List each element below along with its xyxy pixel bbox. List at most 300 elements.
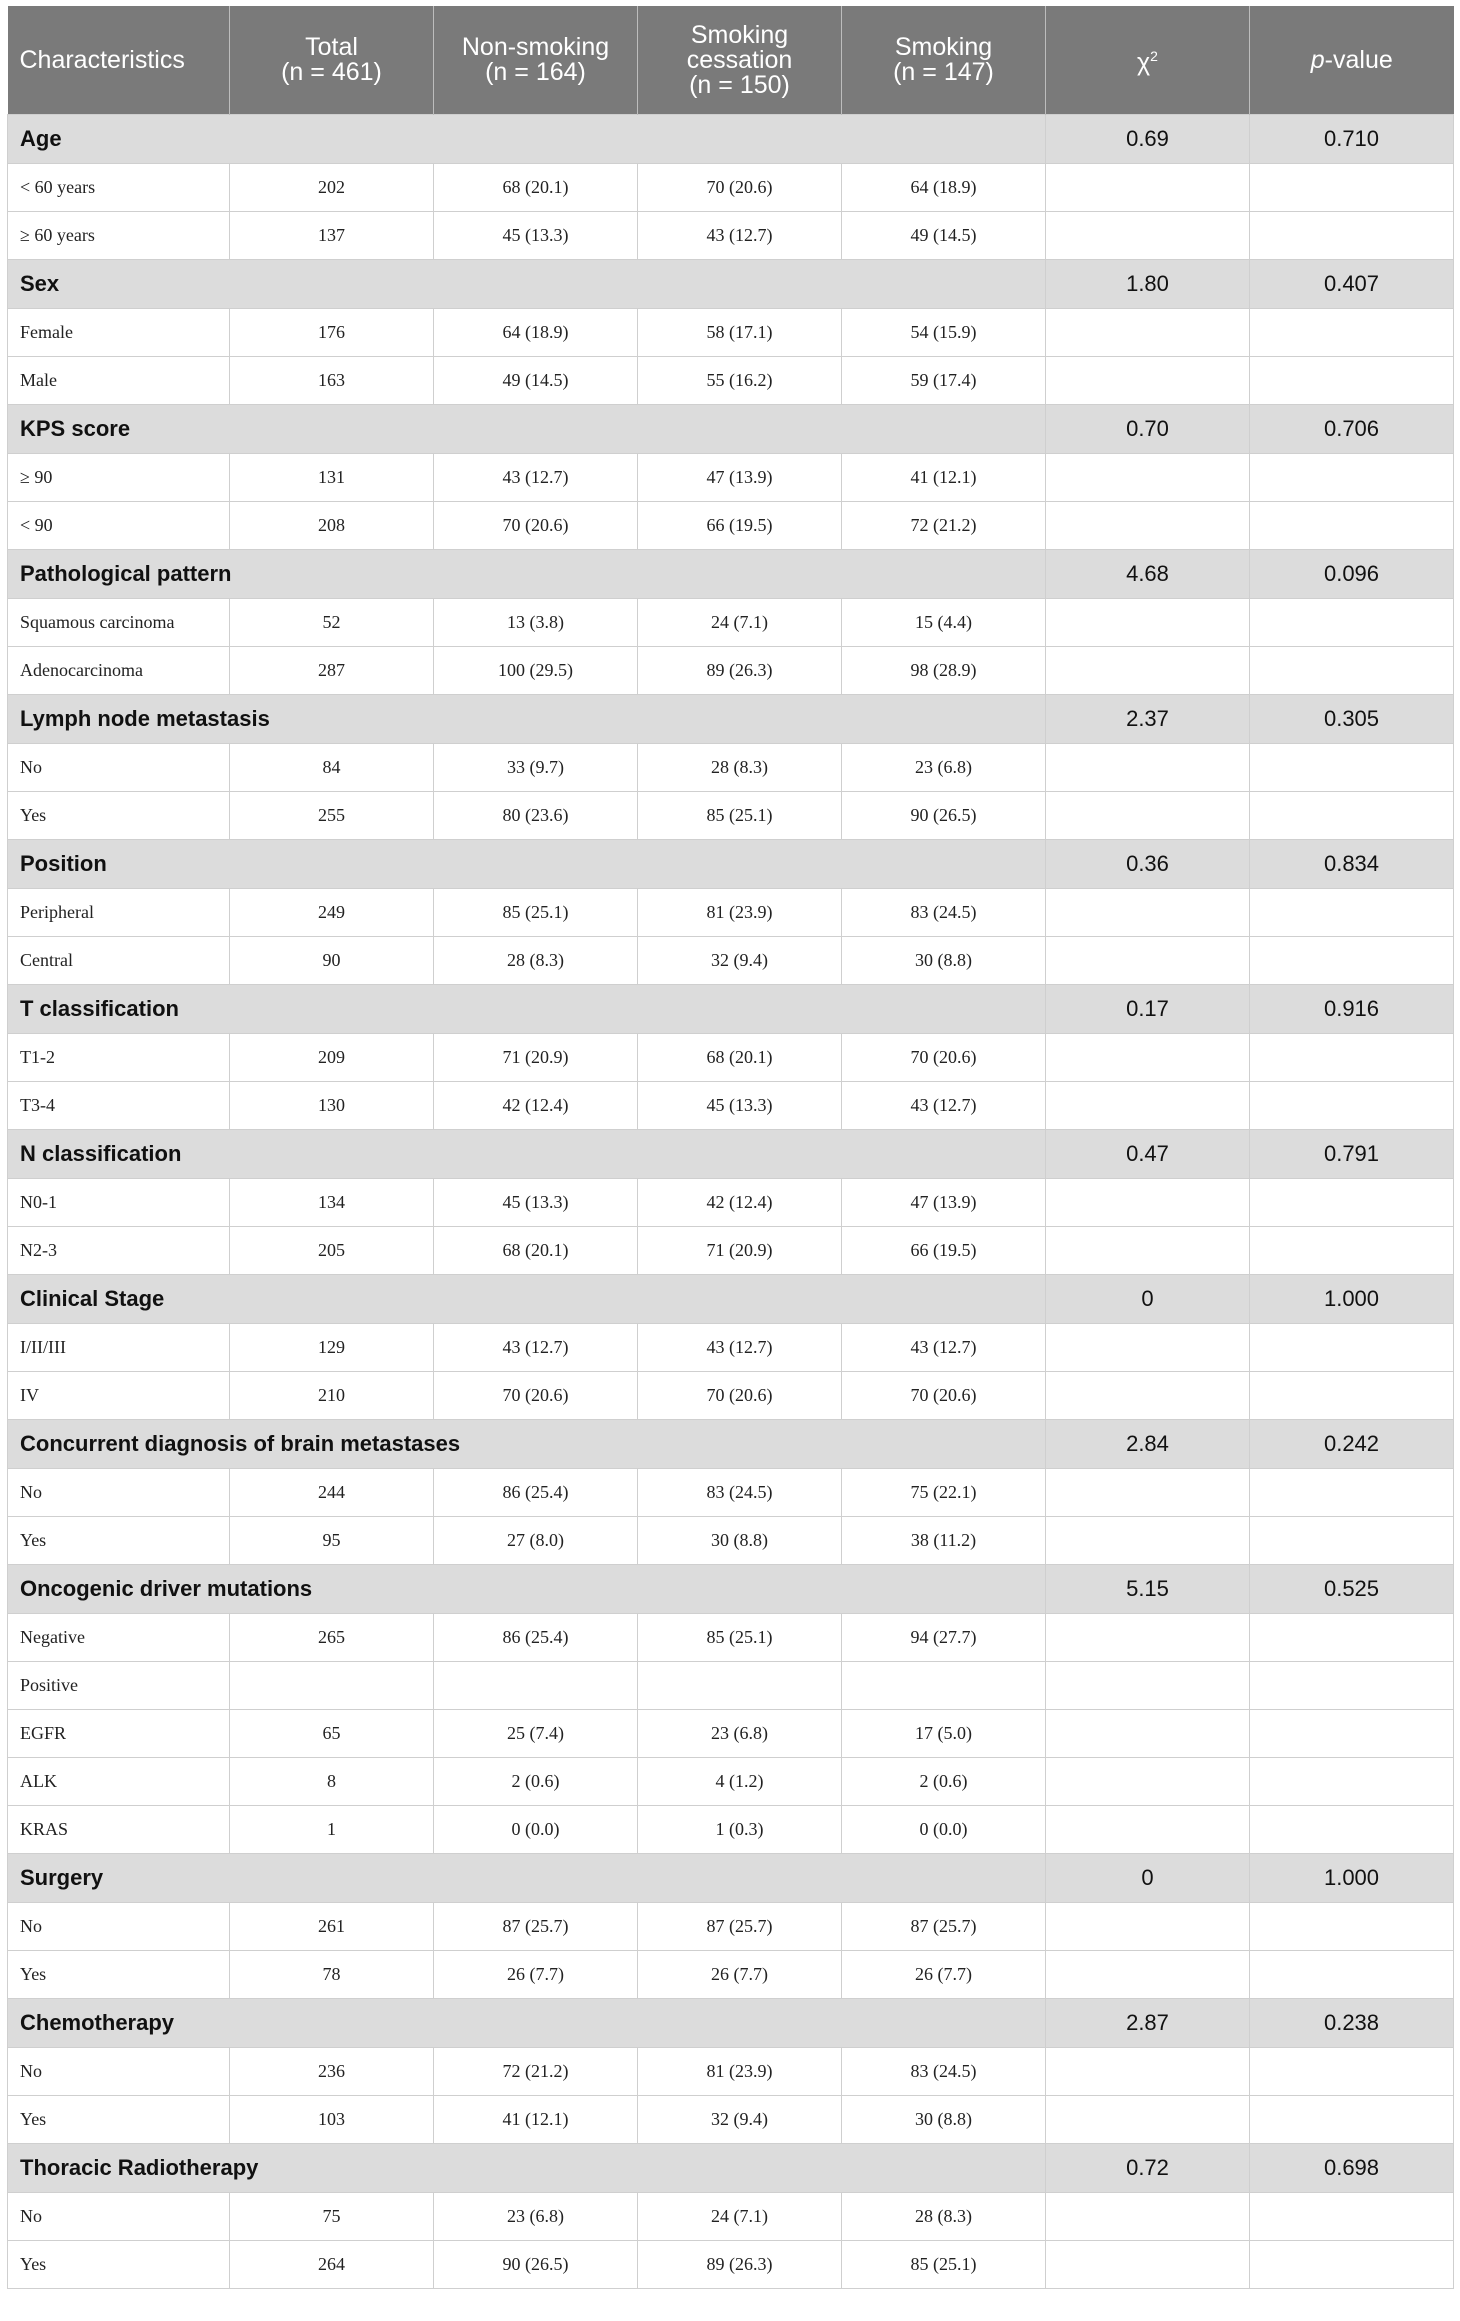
cell-p-value-empty <box>1250 1710 1454 1758</box>
table-row <box>8 1662 1454 1710</box>
cell-smoking: 43 (12.7) <box>842 1082 1046 1130</box>
cell-p-value-empty <box>1250 1951 1454 1999</box>
cell-smoking-cessation: 28 (8.3) <box>638 744 842 792</box>
group-label: Surgery <box>8 1854 1046 1903</box>
cell-chi-square-empty <box>1046 792 1250 840</box>
cell-chi-square-empty <box>1046 1324 1250 1372</box>
cell-chi-square-empty <box>1046 357 1250 405</box>
cell-non-smoking: 64 (18.9) <box>434 309 638 357</box>
cell-non-smoking: 27 (8.0) <box>434 1517 638 1565</box>
cell-smoking: 83 (24.5) <box>842 889 1046 937</box>
cell-non-smoking: 90 (26.5) <box>434 2241 638 2289</box>
cell-p-value-empty <box>1250 357 1454 405</box>
cell-non-smoking: 25 (7.4) <box>434 1710 638 1758</box>
row-label: Positive <box>8 1662 230 1710</box>
row-label: Adenocarcinoma <box>8 647 230 695</box>
table-row <box>8 599 1454 647</box>
cell-smoking-cessation: 30 (8.8) <box>638 1517 842 1565</box>
cell-p-value-empty <box>1250 309 1454 357</box>
cell-non-smoking: 2 (0.6) <box>434 1758 638 1806</box>
cell-p-value-empty <box>1250 2096 1454 2144</box>
cell-chi-square-empty <box>1046 164 1250 212</box>
cell-total: 84 <box>230 744 434 792</box>
row-label: Squamous carcinoma <box>8 599 230 647</box>
cell-chi-square-empty <box>1046 937 1250 985</box>
group-p-value: 0.916 <box>1250 985 1454 1034</box>
cell-non-smoking: 45 (13.3) <box>434 212 638 260</box>
table-row <box>8 744 1454 792</box>
table-row <box>8 1179 1454 1227</box>
row-label: Peripheral <box>8 889 230 937</box>
table-row <box>8 889 1454 937</box>
header-chi-square: $\chi^2$ <box>1046 6 1250 115</box>
cell-p-value-empty <box>1250 1034 1454 1082</box>
cell-non-smoking: 86 (25.4) <box>434 1614 638 1662</box>
group-chi-square: 0.36 <box>1046 840 1250 889</box>
cell-non-smoking: 72 (21.2) <box>434 2048 638 2096</box>
cell-total: 131 <box>230 454 434 502</box>
group-label: Thoracic Radiotherapy <box>8 2144 1046 2193</box>
cell-non-smoking: 85 (25.1) <box>434 889 638 937</box>
cell-smoking: 98 (28.9) <box>842 647 1046 695</box>
table-row <box>8 1372 1454 1420</box>
cell-smoking-cessation: 24 (7.1) <box>638 599 842 647</box>
group-chi-square: 1.80 <box>1046 260 1250 309</box>
cell-chi-square-empty <box>1046 1662 1250 1710</box>
table-row <box>8 1806 1454 1854</box>
cell-smoking-cessation: 23 (6.8) <box>638 1710 842 1758</box>
cell-smoking: 30 (8.8) <box>842 2096 1046 2144</box>
cell-smoking-cessation: 83 (24.5) <box>638 1469 842 1517</box>
row-label: Yes <box>8 1951 230 1999</box>
cell-chi-square-empty <box>1046 744 1250 792</box>
cell-smoking: 2 (0.6) <box>842 1758 1046 1806</box>
group-header-row <box>8 695 1454 744</box>
group-header-row <box>8 2144 1454 2193</box>
cell-smoking: 70 (20.6) <box>842 1034 1046 1082</box>
group-label: Lymph node metastasis <box>8 695 1046 744</box>
row-label: ≥ 90 <box>8 454 230 502</box>
row-label: < 90 <box>8 502 230 550</box>
row-label: I/II/III <box>8 1324 230 1372</box>
cell-chi-square-empty <box>1046 502 1250 550</box>
cell-p-value-empty <box>1250 1324 1454 1372</box>
row-label: Yes <box>8 1517 230 1565</box>
row-label: EGFR <box>8 1710 230 1758</box>
header-smoking: Smoking (n = 147) <box>842 6 1046 115</box>
group-chi-square: 0 <box>1046 1275 1250 1324</box>
cell-smoking-cessation: 70 (20.6) <box>638 164 842 212</box>
cell-non-smoking: 33 (9.7) <box>434 744 638 792</box>
cell-smoking-cessation: 26 (7.7) <box>638 1951 842 1999</box>
cell-p-value-empty <box>1250 1806 1454 1854</box>
cell-chi-square-empty <box>1046 1951 1250 1999</box>
cell-smoking-cessation: 89 (26.3) <box>638 2241 842 2289</box>
cell-smoking-cessation: 66 (19.5) <box>638 502 842 550</box>
cell-p-value-empty <box>1250 937 1454 985</box>
cell-non-smoking: 43 (12.7) <box>434 454 638 502</box>
cell-smoking: 66 (19.5) <box>842 1227 1046 1275</box>
table-row <box>8 1324 1454 1372</box>
group-chi-square: 0.47 <box>1046 1130 1250 1179</box>
cell-total: 208 <box>230 502 434 550</box>
row-label: Yes <box>8 2096 230 2144</box>
cell-p-value-empty <box>1250 454 1454 502</box>
cell-chi-square-empty <box>1046 1758 1250 1806</box>
cell-smoking: 38 (11.2) <box>842 1517 1046 1565</box>
cell-smoking: 17 (5.0) <box>842 1710 1046 1758</box>
table-row <box>8 2048 1454 2096</box>
group-header-row <box>8 985 1454 1034</box>
table-row <box>8 792 1454 840</box>
cell-chi-square-empty <box>1046 2193 1250 2241</box>
cell-chi-square-empty <box>1046 212 1250 260</box>
cell-smoking: 72 (21.2) <box>842 502 1046 550</box>
cell-total <box>230 1662 434 1710</box>
cell-total: 261 <box>230 1903 434 1951</box>
cell-chi-square-empty <box>1046 1179 1250 1227</box>
group-p-value: 0.242 <box>1250 1420 1454 1469</box>
row-label: N0-1 <box>8 1179 230 1227</box>
cell-chi-square-empty <box>1046 2096 1250 2144</box>
table-row <box>8 1710 1454 1758</box>
cell-chi-square-empty <box>1046 1034 1250 1082</box>
row-label: Central <box>8 937 230 985</box>
cell-smoking: 15 (4.4) <box>842 599 1046 647</box>
cell-p-value-empty <box>1250 792 1454 840</box>
cell-total: 129 <box>230 1324 434 1372</box>
group-p-value: 0.407 <box>1250 260 1454 309</box>
cell-non-smoking: 68 (20.1) <box>434 1227 638 1275</box>
group-chi-square: 0.70 <box>1046 405 1250 454</box>
group-p-value: 0.096 <box>1250 550 1454 599</box>
cell-non-smoking: 68 (20.1) <box>434 164 638 212</box>
table-row <box>8 1758 1454 1806</box>
cell-chi-square-empty <box>1046 1903 1250 1951</box>
group-chi-square: 0.69 <box>1046 115 1250 164</box>
cell-p-value-empty <box>1250 1469 1454 1517</box>
group-label: T classification <box>8 985 1046 1034</box>
row-label: < 60 years <box>8 164 230 212</box>
group-label: KPS score <box>8 405 1046 454</box>
cell-non-smoking: 87 (25.7) <box>434 1903 638 1951</box>
cell-total: 205 <box>230 1227 434 1275</box>
cell-non-smoking: 13 (3.8) <box>434 599 638 647</box>
table-row <box>8 1469 1454 1517</box>
row-label: T3-4 <box>8 1082 230 1130</box>
cell-chi-square-empty <box>1046 309 1250 357</box>
group-header-row <box>8 840 1454 889</box>
table-row <box>8 2096 1454 2144</box>
cell-smoking: 85 (25.1) <box>842 2241 1046 2289</box>
group-header-row <box>8 1565 1454 1614</box>
row-label: No <box>8 2048 230 2096</box>
cell-smoking-cessation: 42 (12.4) <box>638 1179 842 1227</box>
cell-total: 1 <box>230 1806 434 1854</box>
cell-smoking-cessation: 81 (23.9) <box>638 2048 842 2096</box>
cell-chi-square-empty <box>1046 1082 1250 1130</box>
group-label: Position <box>8 840 1046 889</box>
cell-non-smoking: 80 (23.6) <box>434 792 638 840</box>
cell-smoking: 64 (18.9) <box>842 164 1046 212</box>
cell-p-value-empty <box>1250 164 1454 212</box>
group-label: N classification <box>8 1130 1046 1179</box>
header-p-value: p-value <box>1250 6 1454 115</box>
cell-total: 255 <box>230 792 434 840</box>
cell-chi-square-empty <box>1046 1517 1250 1565</box>
cell-smoking: 90 (26.5) <box>842 792 1046 840</box>
cell-total: 236 <box>230 2048 434 2096</box>
cell-total: 103 <box>230 2096 434 2144</box>
cell-smoking: 28 (8.3) <box>842 2193 1046 2241</box>
table-header <box>8 6 1454 115</box>
cell-total: 65 <box>230 1710 434 1758</box>
cell-smoking-cessation: 71 (20.9) <box>638 1227 842 1275</box>
cell-smoking-cessation: 89 (26.3) <box>638 647 842 695</box>
table-row <box>8 2241 1454 2289</box>
group-label: Clinical Stage <box>8 1275 1046 1324</box>
cell-smoking: 94 (27.7) <box>842 1614 1046 1662</box>
table-row <box>8 1951 1454 1999</box>
group-chi-square: 0.17 <box>1046 985 1250 1034</box>
cell-chi-square-empty <box>1046 647 1250 695</box>
group-chi-square: 0 <box>1046 1854 1250 1903</box>
row-label: Female <box>8 309 230 357</box>
row-label: Yes <box>8 2241 230 2289</box>
cell-non-smoking <box>434 1662 638 1710</box>
cell-non-smoking: 86 (25.4) <box>434 1469 638 1517</box>
cell-total: 264 <box>230 2241 434 2289</box>
cell-smoking-cessation: 47 (13.9) <box>638 454 842 502</box>
group-header-row <box>8 1420 1454 1469</box>
row-label: KRAS <box>8 1806 230 1854</box>
table-row <box>8 454 1454 502</box>
row-label: Negative <box>8 1614 230 1662</box>
cell-total: 244 <box>230 1469 434 1517</box>
group-header-row <box>8 1275 1454 1324</box>
table-row <box>8 1227 1454 1275</box>
table-row <box>8 2193 1454 2241</box>
cell-smoking: 59 (17.4) <box>842 357 1046 405</box>
table-row <box>8 164 1454 212</box>
cell-non-smoking: 49 (14.5) <box>434 357 638 405</box>
cell-chi-square-empty <box>1046 1372 1250 1420</box>
cell-chi-square-empty <box>1046 2048 1250 2096</box>
characteristics-table <box>7 6 1454 2289</box>
cell-total: 95 <box>230 1517 434 1565</box>
cell-smoking-cessation: 32 (9.4) <box>638 2096 842 2144</box>
table-row <box>8 502 1454 550</box>
cell-total: 163 <box>230 357 434 405</box>
table-row <box>8 357 1454 405</box>
cell-smoking-cessation <box>638 1662 842 1710</box>
cell-smoking: 30 (8.8) <box>842 937 1046 985</box>
table-row <box>8 309 1454 357</box>
cell-smoking-cessation: 1 (0.3) <box>638 1806 842 1854</box>
cell-chi-square-empty <box>1046 1710 1250 1758</box>
cell-total: 265 <box>230 1614 434 1662</box>
cell-total: 8 <box>230 1758 434 1806</box>
cell-smoking-cessation: 43 (12.7) <box>638 1324 842 1372</box>
table-row <box>8 647 1454 695</box>
cell-p-value-empty <box>1250 1517 1454 1565</box>
row-label: No <box>8 1469 230 1517</box>
cell-smoking: 41 (12.1) <box>842 454 1046 502</box>
cell-chi-square-empty <box>1046 1614 1250 1662</box>
cell-total: 176 <box>230 309 434 357</box>
group-header-row <box>8 115 1454 164</box>
cell-total: 52 <box>230 599 434 647</box>
cell-chi-square-empty <box>1046 1227 1250 1275</box>
group-header-row <box>8 1999 1454 2048</box>
cell-non-smoking: 43 (12.7) <box>434 1324 638 1372</box>
group-p-value: 0.698 <box>1250 2144 1454 2193</box>
cell-smoking-cessation: 43 (12.7) <box>638 212 842 260</box>
cell-smoking-cessation: 85 (25.1) <box>638 792 842 840</box>
group-chi-square: 2.37 <box>1046 695 1250 744</box>
cell-smoking <box>842 1662 1046 1710</box>
cell-non-smoking: 28 (8.3) <box>434 937 638 985</box>
cell-total: 78 <box>230 1951 434 1999</box>
row-label: ALK <box>8 1758 230 1806</box>
cell-smoking: 83 (24.5) <box>842 2048 1046 2096</box>
cell-chi-square-empty <box>1046 1806 1250 1854</box>
group-label: Oncogenic driver mutations <box>8 1565 1046 1614</box>
cell-p-value-empty <box>1250 2048 1454 2096</box>
group-label: Chemotherapy <box>8 1999 1046 2048</box>
table-row <box>8 1903 1454 1951</box>
table-row <box>8 1082 1454 1130</box>
group-label: Concurrent diagnosis of brain metastases <box>8 1420 1046 1469</box>
cell-total: 137 <box>230 212 434 260</box>
cell-chi-square-empty <box>1046 1469 1250 1517</box>
cell-p-value-empty <box>1250 744 1454 792</box>
cell-p-value-empty <box>1250 1227 1454 1275</box>
group-label: Pathological pattern <box>8 550 1046 599</box>
cell-smoking: 54 (15.9) <box>842 309 1046 357</box>
cell-chi-square-empty <box>1046 2241 1250 2289</box>
cell-non-smoking: 70 (20.6) <box>434 502 638 550</box>
cell-smoking-cessation: 55 (16.2) <box>638 357 842 405</box>
group-chi-square: 0.72 <box>1046 2144 1250 2193</box>
cell-total: 210 <box>230 1372 434 1420</box>
cell-total: 287 <box>230 647 434 695</box>
group-p-value: 0.710 <box>1250 115 1454 164</box>
cell-chi-square-empty <box>1046 454 1250 502</box>
cell-chi-square-empty <box>1046 599 1250 647</box>
cell-total: 130 <box>230 1082 434 1130</box>
cell-total: 249 <box>230 889 434 937</box>
group-p-value: 0.525 <box>1250 1565 1454 1614</box>
cell-p-value-empty <box>1250 2241 1454 2289</box>
cell-p-value-empty <box>1250 2193 1454 2241</box>
group-header-row <box>8 550 1454 599</box>
row-label: Male <box>8 357 230 405</box>
table-row <box>8 1614 1454 1662</box>
group-p-value: 0.305 <box>1250 695 1454 744</box>
cell-p-value-empty <box>1250 889 1454 937</box>
group-p-value: 0.238 <box>1250 1999 1454 2048</box>
cell-non-smoking: 41 (12.1) <box>434 2096 638 2144</box>
group-header-row <box>8 1854 1454 1903</box>
group-chi-square: 2.87 <box>1046 1999 1250 2048</box>
cell-non-smoking: 23 (6.8) <box>434 2193 638 2241</box>
cell-non-smoking: 0 (0.0) <box>434 1806 638 1854</box>
cell-smoking: 87 (25.7) <box>842 1903 1046 1951</box>
cell-smoking-cessation: 4 (1.2) <box>638 1758 842 1806</box>
group-header-row <box>8 1130 1454 1179</box>
table-row <box>8 1517 1454 1565</box>
table-row <box>8 212 1454 260</box>
cell-p-value-empty <box>1250 1179 1454 1227</box>
cell-chi-square-empty <box>1046 889 1250 937</box>
group-header-row <box>8 260 1454 309</box>
cell-non-smoking: 70 (20.6) <box>434 1372 638 1420</box>
row-label: N2-3 <box>8 1227 230 1275</box>
group-label: Age <box>8 115 1046 164</box>
cell-p-value-empty <box>1250 212 1454 260</box>
group-chi-square: 4.68 <box>1046 550 1250 599</box>
group-p-value: 1.000 <box>1250 1275 1454 1324</box>
cell-smoking: 26 (7.7) <box>842 1951 1046 1999</box>
cell-p-value-empty <box>1250 1614 1454 1662</box>
cell-smoking-cessation: 24 (7.1) <box>638 2193 842 2241</box>
cell-p-value-empty <box>1250 1662 1454 1710</box>
row-label: No <box>8 1903 230 1951</box>
group-chi-square: 5.15 <box>1046 1565 1250 1614</box>
header-total: Total (n = 461) <box>230 6 434 115</box>
header-smoking-cessation: Smoking cessation (n = 150) <box>638 6 842 115</box>
cell-total: 209 <box>230 1034 434 1082</box>
cell-non-smoking: 100 (29.5) <box>434 647 638 695</box>
header-non-smoking: Non-smoking (n = 164) <box>434 6 638 115</box>
cell-total: 202 <box>230 164 434 212</box>
cell-smoking-cessation: 81 (23.9) <box>638 889 842 937</box>
cell-smoking-cessation: 87 (25.7) <box>638 1903 842 1951</box>
table-row <box>8 1034 1454 1082</box>
cell-non-smoking: 71 (20.9) <box>434 1034 638 1082</box>
cell-total: 134 <box>230 1179 434 1227</box>
header-characteristics: Characteristics <box>8 6 230 115</box>
cell-smoking: 49 (14.5) <box>842 212 1046 260</box>
group-p-value: 1.000 <box>1250 1854 1454 1903</box>
row-label: No <box>8 2193 230 2241</box>
cell-smoking-cessation: 70 (20.6) <box>638 1372 842 1420</box>
group-p-value: 0.791 <box>1250 1130 1454 1179</box>
cell-smoking: 0 (0.0) <box>842 1806 1046 1854</box>
group-p-value: 0.834 <box>1250 840 1454 889</box>
group-p-value: 0.706 <box>1250 405 1454 454</box>
cell-smoking: 75 (22.1) <box>842 1469 1046 1517</box>
cell-smoking-cessation: 68 (20.1) <box>638 1034 842 1082</box>
cell-p-value-empty <box>1250 647 1454 695</box>
row-label: ≥ 60 years <box>8 212 230 260</box>
cell-smoking-cessation: 58 (17.1) <box>638 309 842 357</box>
cell-smoking: 23 (6.8) <box>842 744 1046 792</box>
table-body <box>8 115 1454 2289</box>
group-chi-square: 2.84 <box>1046 1420 1250 1469</box>
cell-smoking: 47 (13.9) <box>842 1179 1046 1227</box>
cell-p-value-empty <box>1250 599 1454 647</box>
cell-total: 75 <box>230 2193 434 2241</box>
cell-p-value-empty <box>1250 1082 1454 1130</box>
cell-smoking-cessation: 32 (9.4) <box>638 937 842 985</box>
cell-smoking: 43 (12.7) <box>842 1324 1046 1372</box>
cell-smoking-cessation: 45 (13.3) <box>638 1082 842 1130</box>
cell-non-smoking: 42 (12.4) <box>434 1082 638 1130</box>
cell-p-value-empty <box>1250 1758 1454 1806</box>
table-row <box>8 937 1454 985</box>
